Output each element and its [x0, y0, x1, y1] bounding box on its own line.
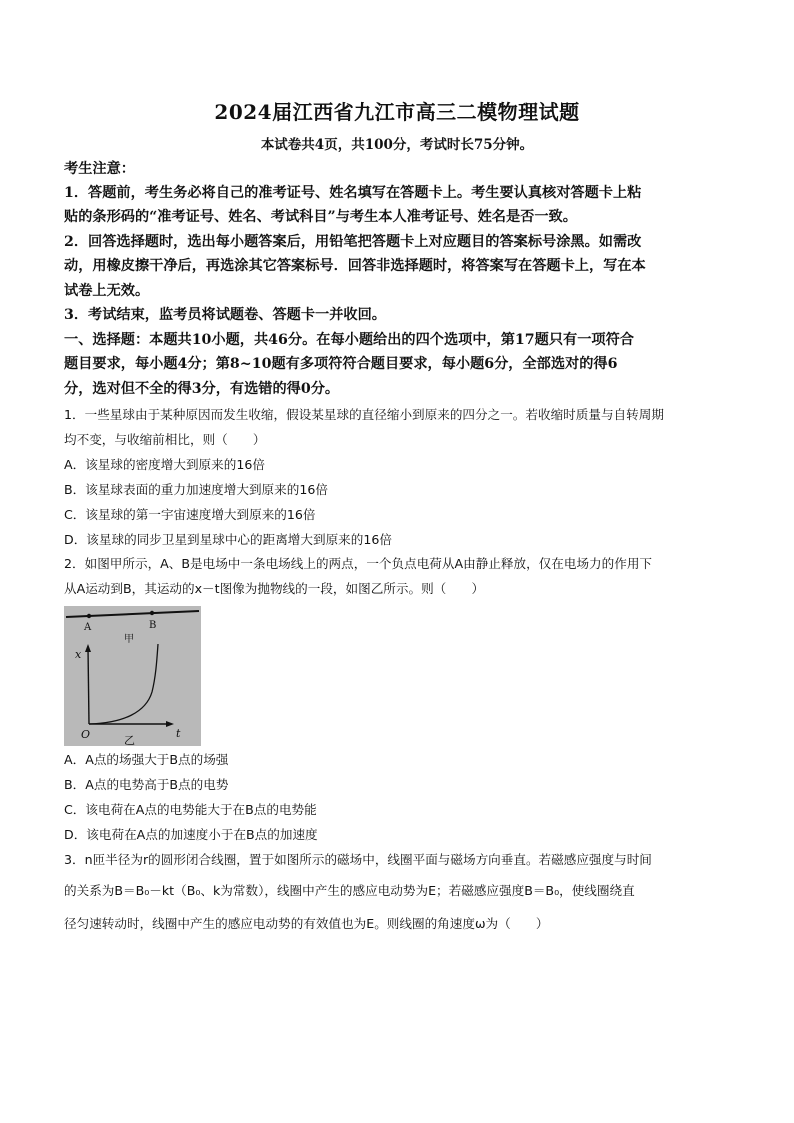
- notice-line: 3．考试结束，监考员将试题卷、答题卡一并收回。: [64, 307, 386, 323]
- origin-label: O: [81, 728, 91, 741]
- notice-line: 2．回答选择题时，选出每小题答案后，用铅笔把答题卡上对应题目的答案标号涂黑。如需改: [64, 234, 642, 250]
- x-axis-label: x: [75, 648, 82, 661]
- notice-line: 动，用橡皮擦干净后，再选涂其它答案标号．回答非选择题时，将答案写在答题卡上，写在本: [64, 258, 646, 274]
- question-1-stem: 均不变，与收缩前相比，则（ ）: [64, 432, 266, 447]
- question-3-stem: 3．n匝半径为r的圆形闭合线圈，置于如图所示的磁场中，线圈平面与磁场方向垂直。若磁感应强度与时间: [64, 852, 652, 867]
- figure-yi-label: 乙: [124, 734, 135, 746]
- field-line: [66, 611, 199, 617]
- notice-line: 贴的条形码的“准考证号、姓名、考试科目”与考生本人准考证号、姓名是否一致。: [64, 209, 577, 225]
- question-1-option-d: D．该星球的同步卫星到星球中心的距离增大到原来的16倍: [64, 532, 392, 547]
- question-1-option-a: A．该星球的密度增大到原来的16倍: [64, 457, 265, 472]
- question-2-stem: 从A运动到B，其运动的x－t图像为抛物线的一段，如图乙所示。则（ ）: [64, 581, 485, 596]
- exam-subtitle: 本试卷共4页，共100分，考试时长75分钟。: [260, 137, 534, 153]
- point-a-label: A: [84, 622, 92, 633]
- notice-line: 1．答题前，考生务必将自己的准考证号、姓名填写在答题卡上。考生要认真核对答题卡上粘: [64, 185, 642, 201]
- question-2-stem: 2．如图甲所示，A、B是电场中一条电场线上的两点，一个负点电荷从A由静止释放，仅在电场力的作用下: [64, 556, 653, 571]
- question-3-stem: 径匀速转动时，线圈中产生的感应电动势的有效值也为E。则线圈的角速度ω为（ ）: [64, 916, 549, 931]
- question-1-option-b: B．该星球表面的重力加速度增大到原来的16倍: [64, 482, 328, 497]
- question-3-stem: 的关系为B＝B₀－kt（B₀、k为常数），线圈中产生的感应电动势为E；若磁感应强度B＝B₀，使线圈绕直: [64, 883, 635, 898]
- question-2-option-d: D．该电荷在A点的加速度小于在B点的加速度: [64, 827, 318, 842]
- question-2-figure: [64, 606, 201, 746]
- question-2-option-b: B．A点的电势高于B点的电势: [64, 777, 229, 792]
- notice-heading: 考生注意：: [64, 161, 135, 177]
- figure-jia-label: 甲: [124, 634, 134, 645]
- section-instruction: 题目要求，每小题4分；第8~10题有多项符符合题目要求，每小题6分，全部选对的得6: [64, 356, 618, 372]
- section-instruction: 一、选择题：本题共10小题，共46分。在每小题给出的四个选项中，第17题只有一项符合: [64, 332, 634, 348]
- x-axis-arrow: [85, 644, 91, 652]
- x-axis-line: [88, 648, 89, 724]
- question-1-stem: 1．一些星球由于某种原因而发生收缩，假设某星球的直径缩小到原来的四分之一。若收缩时质量与自转周期: [64, 407, 664, 422]
- page-title: 2024届江西省九江市高三二模物理试题: [214, 100, 580, 124]
- parabola-curve: [89, 644, 158, 724]
- section-instruction: 分，选对但不全的得3分，有选错的得0分。: [64, 381, 340, 397]
- question-2-option-a: A．A点的场强大于B点的场强: [64, 752, 229, 767]
- question-1-option-c: C．该星球的第一宇宙速度增大到原来的16倍: [64, 507, 316, 522]
- t-axis-label: t: [176, 727, 181, 740]
- point-b-dot: [150, 611, 154, 615]
- notice-line: 试卷上无效。: [64, 283, 150, 299]
- t-axis-arrow: [166, 721, 174, 727]
- point-a-dot: [87, 614, 91, 618]
- point-b-label: B: [149, 620, 157, 631]
- question-2-option-c: C．该电荷在A点的电势能大于在B点的电势能: [64, 802, 317, 817]
